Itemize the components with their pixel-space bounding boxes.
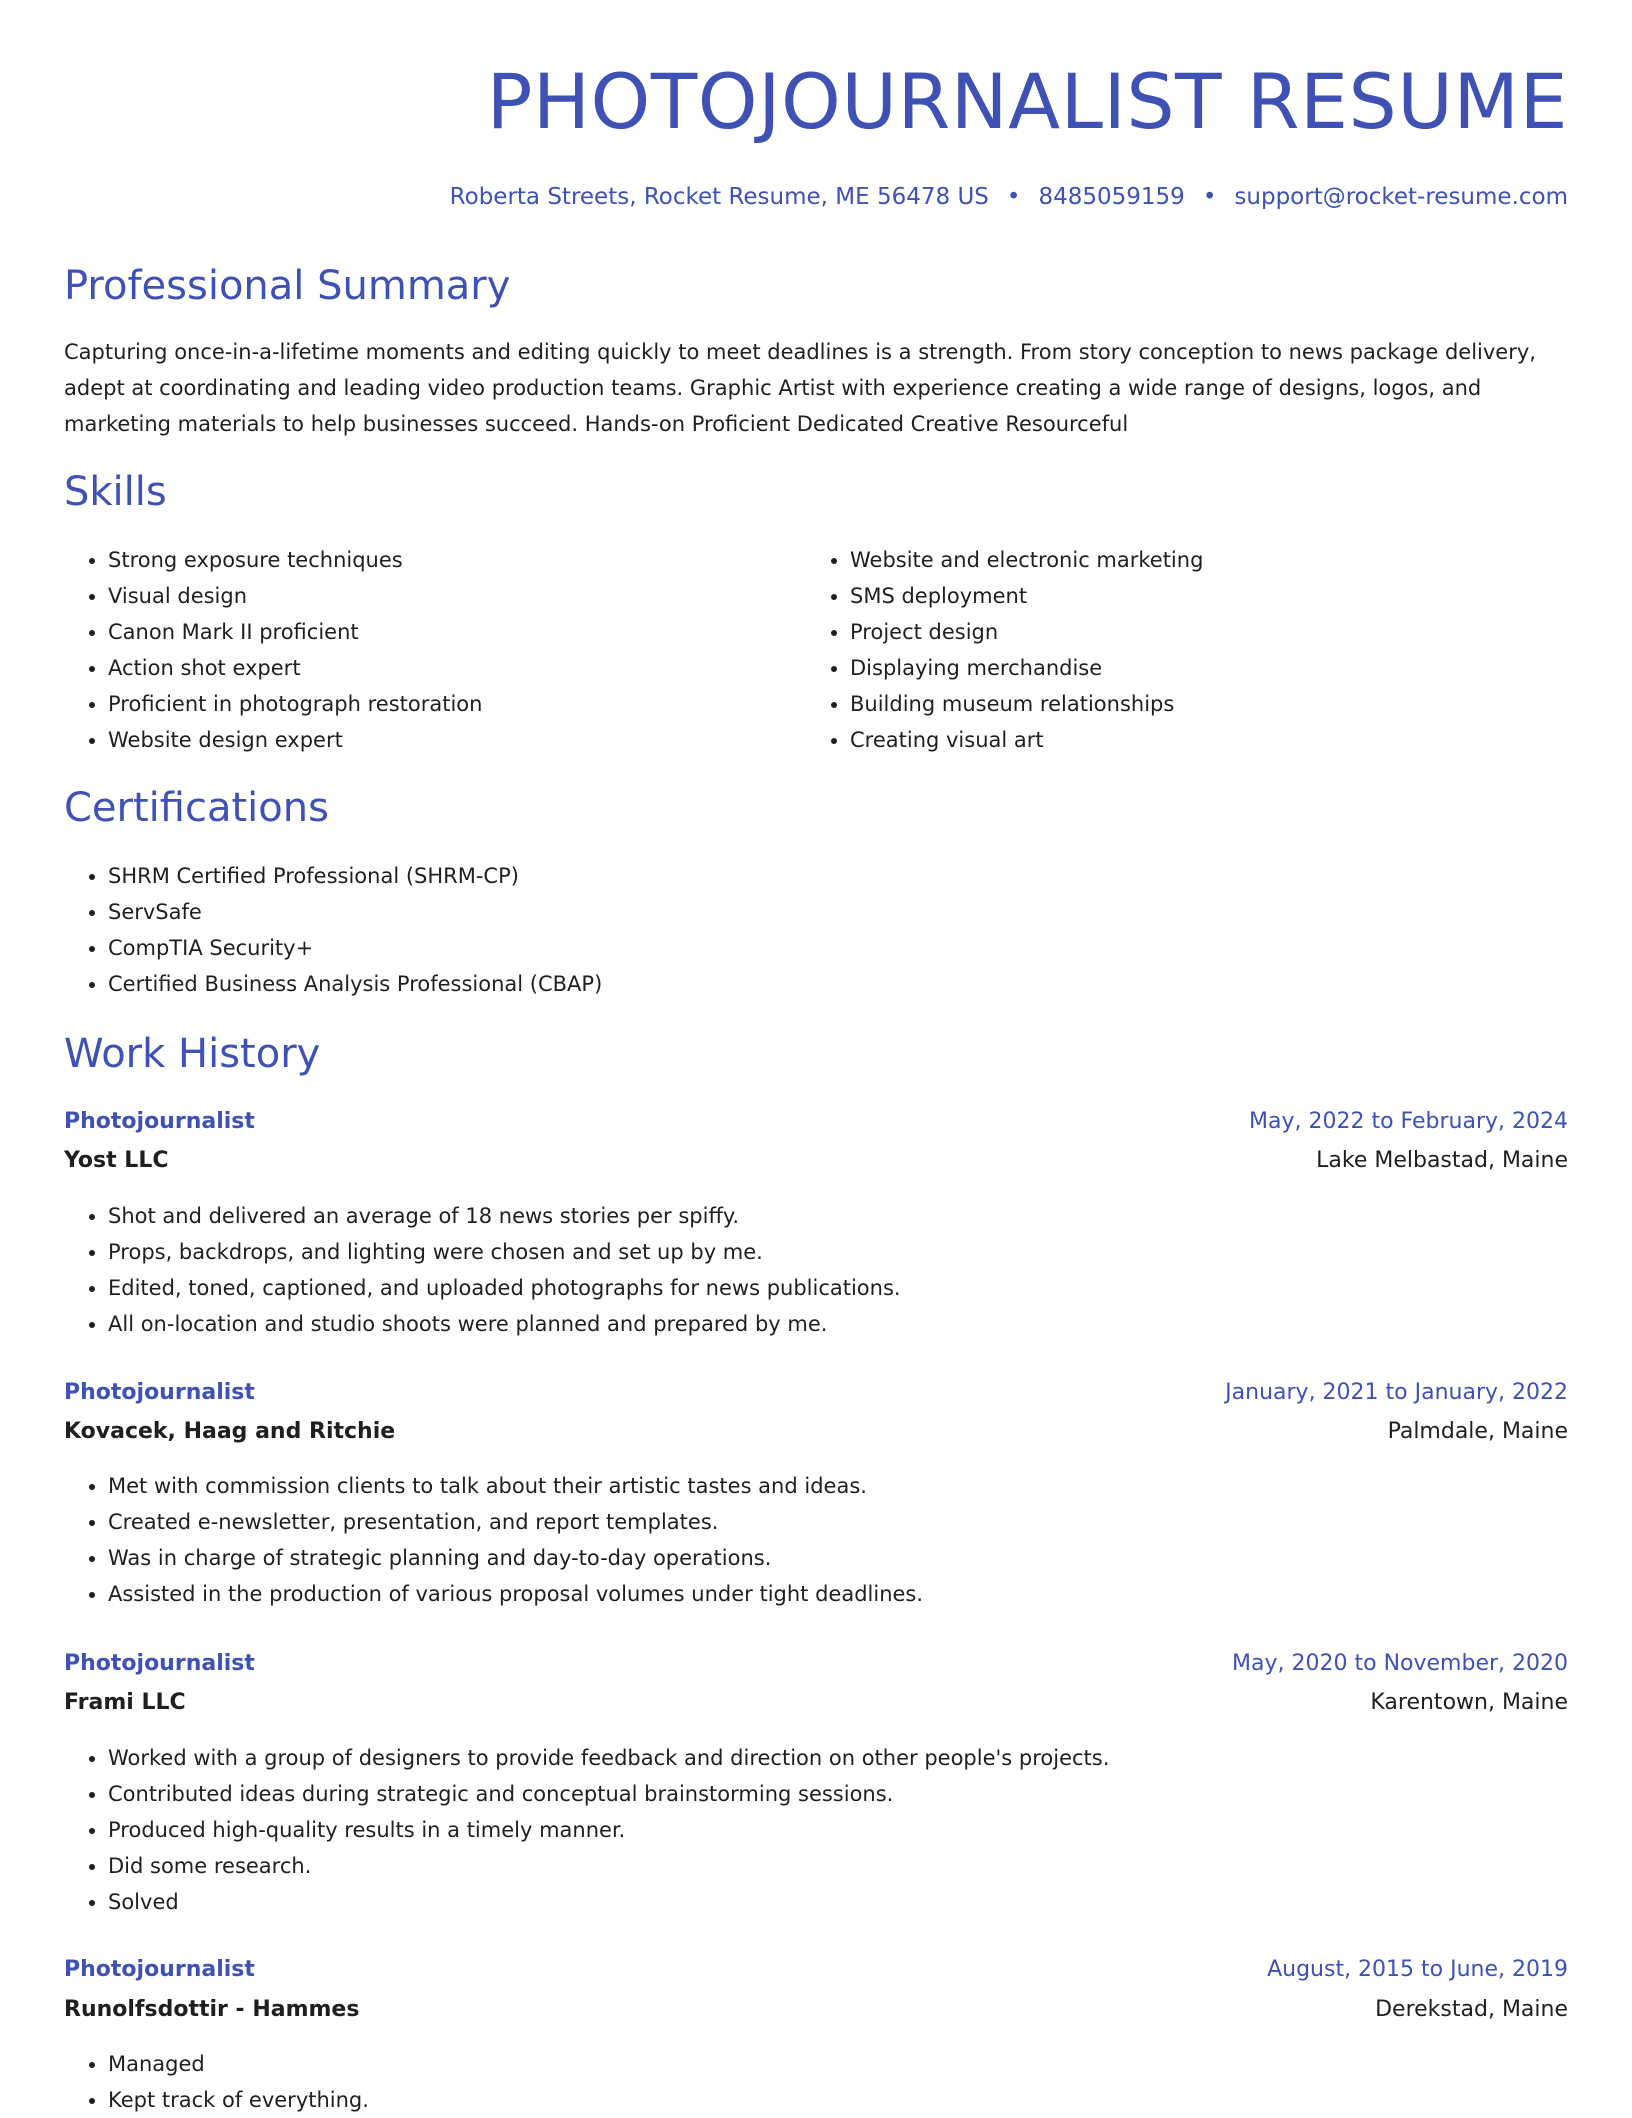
list-item: • CompTIA Security+ [108, 930, 602, 966]
job-title: Photojournalist [64, 1957, 255, 1982]
list-item: • Worked with a group of designers to provide feedback and direction on other people's projects. [108, 1740, 1109, 1776]
list-item: • Website and electronic marketing [850, 542, 1203, 578]
list-item: • Certified Business Analysis Professional (CBAP) [108, 966, 602, 1002]
list-item: • Produced high-quality results in a timely manner. [108, 1812, 1109, 1848]
job-bullets [64, 1198, 901, 1342]
job-location: Karentown, Maine [1370, 1690, 1568, 1715]
job-bullets [64, 2046, 369, 2118]
list-item: • Managed [108, 2046, 369, 2082]
work-history-heading: Work History [64, 1031, 321, 1077]
list-item: • Proficient in photograph restoration [108, 686, 482, 722]
job-bullets [64, 1740, 1109, 1920]
list-item: • Contributed ideas during strategic and conceptual brainstorming sessions. [108, 1776, 1109, 1812]
certifications-heading: Certifications [64, 785, 329, 831]
skills-list-right [806, 542, 1203, 758]
list-item: • Solved [108, 1884, 1109, 1920]
list-item: • Visual design [108, 578, 482, 614]
job-title: Photojournalist [64, 1380, 255, 1405]
job-dates: May, 2020 to November, 2020 [1232, 1651, 1568, 1676]
list-item: • Was in charge of strategic planning and day-to-day operations. [108, 1540, 923, 1576]
job-company: Runolfsdottir - Hammes [64, 1997, 360, 2022]
list-item: • Creating visual art [850, 722, 1203, 758]
job-company: Yost LLC [64, 1148, 169, 1173]
job-title: Photojournalist [64, 1109, 255, 1134]
list-item: • Project design [850, 614, 1203, 650]
list-item: • Did some research. [108, 1848, 1109, 1884]
list-item: • Met with commission clients to talk about their artistic tastes and ideas. [108, 1468, 923, 1504]
certifications-list [64, 858, 602, 1002]
list-item: • SHRM Certified Professional (SHRM-CP) [108, 858, 602, 894]
job-bullets [64, 1468, 923, 1612]
list-item: • Website design expert [108, 722, 482, 758]
list-item: • Props, backdrops, and lighting were chosen and set up by me. [108, 1234, 901, 1270]
list-item: • Action shot expert [108, 650, 482, 686]
skills-heading: Skills [64, 469, 167, 515]
list-item: • All on-location and studio shoots were planned and prepared by me. [108, 1306, 901, 1342]
contact-phone: 8485059159 [1038, 184, 1185, 210]
job-location: Derekstad, Maine [1375, 1997, 1568, 2022]
list-item: • ServSafe [108, 894, 602, 930]
job-title: Photojournalist [64, 1651, 255, 1676]
list-item: • Strong exposure techniques [108, 542, 482, 578]
summary-text: Capturing once-in-a-lifetime moments and editing quickly to meet deadlines is a strength. From story conception to news package delivery, adept at coordinating and leading video production teams. Graphic Artist with experience creating a wide range of designs, logos, and marketing materials to help businesses succeed. Hands-on Proficient Dedicated Creative Resourceful [64, 340, 1536, 436]
job-dates: January, 2021 to January, 2022 [1225, 1380, 1568, 1405]
resume-title: PHOTOJOURNALIST RESUME [486, 57, 1568, 146]
list-item: • Created e-newsletter, presentation, and report templates. [108, 1504, 923, 1540]
contact-email[interactable]: support@rocket-resume.com [1234, 184, 1568, 210]
contact-address: Roberta Streets, Rocket Resume, ME 56478 US [449, 184, 989, 210]
list-item: • Displaying merchandise [850, 650, 1203, 686]
list-item: • SMS deployment [850, 578, 1203, 614]
job-location: Palmdale, Maine [1387, 1419, 1568, 1444]
skills-list-left [64, 542, 482, 758]
contact-line [450, 180, 1568, 214]
list-item: • Canon Mark II proficient [108, 614, 482, 650]
job-company: Frami LLC [64, 1690, 186, 1715]
list-item: • Edited, toned, captioned, and uploaded photographs for news publications. [108, 1270, 901, 1306]
list-item: • Assisted in the production of various proposal volumes under tight deadlines. [108, 1576, 923, 1612]
contact-separator: • [1202, 184, 1217, 210]
contact-separator: • [1006, 184, 1021, 210]
job-company: Kovacek, Haag and Ritchie [64, 1419, 396, 1444]
list-item: • Building museum relationships [850, 686, 1203, 722]
job-dates: May, 2022 to February, 2024 [1249, 1109, 1568, 1134]
job-dates: August, 2015 to June, 2019 [1267, 1957, 1568, 1982]
list-item: • Shot and delivered an average of 18 news stories per spiffy. [108, 1198, 901, 1234]
list-item: • Kept track of everything. [108, 2082, 369, 2118]
summary-heading: Professional Summary [64, 263, 511, 309]
job-location: Lake Melbastad, Maine [1316, 1148, 1568, 1173]
